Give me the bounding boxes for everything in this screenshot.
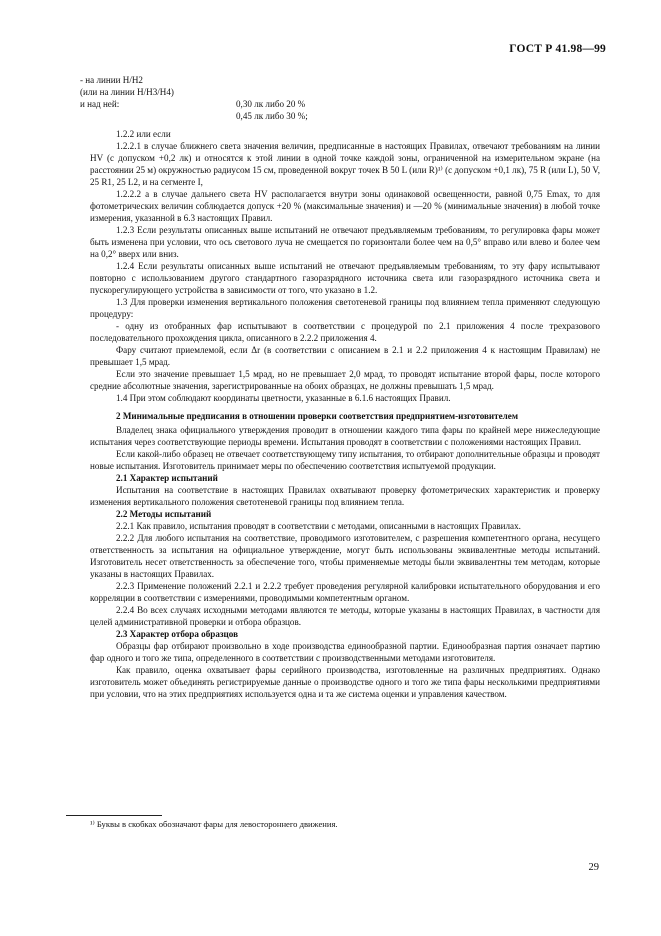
paragraph: 1.2.3 Если результаты описанных выше испытаний не отвечают предъявляемым требованиям, то регулировка фары может быть изменена при условии, что ось светового луча не смещается по горизонтали более чем на 0,5° вправо или влево и более чем на 0,2° вверх или вниз. bbox=[90, 225, 600, 259]
paragraph: 2.2.2 Для любого испытания на соответствие, проводимого изготовителем, с разрешения компетентного органа, несущего ответственность за испытания на официальное утверждение, могут быть использованы эквивалентные методы испытаний. Изготовитель несет ответственность за обеспечение того, чтобы применяемые методы были эквивалентны тем методам, которые указаны в настоящих Правилах. bbox=[90, 533, 600, 579]
paragraph: 1.2.4 Если результаты описанных выше испытаний не отвечают предъявляемым требованиям, то эту фару испытывают повторно с использованием другого стандартного газоразрядного источника света или газоразрядного источника света и пускорегулирующего устройства в зависимости от того, что указано в 1.2. bbox=[90, 261, 600, 295]
limits-label: - на линии H/H2 bbox=[80, 75, 143, 85]
limits-value bbox=[236, 74, 600, 86]
limits-label bbox=[80, 110, 236, 122]
paragraph: Владелец знака официального утверждения проводит в отношении каждого типа фары по крайней мере нижеследующие испытания через соответствующие периоды времени. Испытания проводят в соответствии с положениями настоящих Правил. bbox=[90, 425, 600, 447]
paragraph: 2.2.1 Как правило, испытания проводят в соответствии с методами, описанными в настоящих Правилах. bbox=[116, 521, 521, 531]
paragraph: Фару считают приемлемой, если Δr (в соответствии с описанием в 2.1 и 2.2 приложения 4 к настоящим Правилам) не превышает 1,5 мрад. bbox=[90, 345, 600, 367]
paragraph: Испытания на соответствие в настоящих Правилах охватывают проверку фотометрических характеристик и проверку изменения вертикального положения светотеневой границы под влиянием тепла. bbox=[90, 485, 600, 507]
paragraph: Если это значение превышает 1,5 мрад, но не превышает 2,0 мрад, то проводят испытание второй фары, после которого средние абсолютные значения, зарегистрированные на обоих образцах, не должны превышать 1,5 мрад. bbox=[90, 369, 600, 391]
paragraph: 1.2.2.2 а в случае дальнего света HV располагается внутри зоны одинаковой освещенности, равной 0,75 Emax, то для фотометрических величин соблюдается допуск +20 % (максимальные значения) и —20 % (минимальные значения) в любой точке измерения, указанной в 6.3 настоящих Правил. bbox=[90, 189, 600, 223]
limits-row bbox=[80, 86, 600, 98]
limits-list bbox=[80, 74, 600, 122]
paragraph: 1.2.2.1 в случае ближнего света значения величин, предписанные в настоящих Правилах, отвечают требованиям на линии HV (с допуском +0,2 лк) и относятся к этой линии в одной точке каждой зоны, ограниченной на измерительном экране (на расстоянии 25 м) окружностью радиусом 15 см, проведенной вокруг точек B 50 L (или R)¹⁾ (с допуском +0,1 лк), 75 R (или L), 50 V, 25 R1, 25 L2, и на сегменте I, bbox=[90, 141, 600, 187]
paragraph: 2.2.3 Применение положений 2.2.1 и 2.2.2 требует проведения регулярной калибровки испытательного оборудования и его корреляции в соответствии с измерениями, проводимыми компетентным органом. bbox=[90, 581, 600, 603]
paragraph: Образцы фар отбирают произвольно в ходе производства единообразной партии. Единообразная партия означает партию фар одного и того же типа, определенного в соответствии с производственными методами изготовителя. bbox=[90, 641, 600, 663]
paragraph: 1.3 Для проверки изменения вертикального положения светотеневой границы под влиянием тепла применяют следующую процедуру: bbox=[90, 297, 600, 319]
limits-row bbox=[80, 74, 600, 86]
paragraph: 1.4 При этом соблюдают координаты цветности, указанные в 6.1.6 настоящих Правил. bbox=[116, 393, 451, 403]
limits-row bbox=[80, 110, 600, 122]
limits-value: 0,45 лк либо 30 %; bbox=[236, 111, 308, 121]
limits-row bbox=[80, 98, 600, 110]
limits-label: и над ней: bbox=[80, 99, 120, 109]
subsection-heading: 2.3 Характер отбора образцов bbox=[116, 629, 239, 639]
subsection-heading: 2.1 Характер испытаний bbox=[116, 473, 218, 483]
page-number: 29 bbox=[588, 862, 599, 873]
section-heading: 2 Минимальные предписания в отношении проверки соответствия предприятием-изготовителем bbox=[116, 411, 519, 421]
main-text-column bbox=[80, 74, 600, 700]
paragraph: - одну из отобранных фар испытывают в соответствии с процедурой по 2.1 приложения 4 после трехразового последовательного прохождения цикла, описанного в 2.2.2 приложения 4. bbox=[90, 321, 600, 343]
footnote-divider bbox=[66, 815, 162, 816]
paragraph: 2.2.4 Во всех случаях исходными методами являются те методы, которые указаны в настоящих Правилах, в частности для целей административной проверки и отбора образцов. bbox=[90, 605, 600, 627]
limits-value: 0,30 лк либо 20 % bbox=[236, 99, 306, 109]
paragraph: Если какой-либо образец не отвечает соответствующему типу испытания, то отбирают дополнительные образцы и проводят новые испытания. Изготовитель принимает меры по обеспечению соответствия испытуемой продукции. bbox=[90, 449, 600, 471]
standard-header: ГОСТ Р 41.98—99 bbox=[509, 43, 606, 55]
subsection-heading: 2.2 Методы испытаний bbox=[116, 509, 212, 519]
footnote: ¹⁾ Буквы в скобках обозначают фары для левостороннего движения. bbox=[90, 819, 338, 829]
paragraph: Как правило, оценка охватывает фары серийного производства, изготовленные на различных предприятиях. Однако изготовитель может объединять регистрируемые данные о производстве одного и того же типа фары несколькими предприятиями при условии, что на этих предприятиях используется одна и та же система оценки и управления качеством. bbox=[90, 665, 600, 699]
limits-value bbox=[236, 86, 600, 98]
paragraph: 1.2.2 или если bbox=[116, 129, 171, 139]
limits-label: (или на линии H/H3/H4) bbox=[80, 87, 174, 97]
